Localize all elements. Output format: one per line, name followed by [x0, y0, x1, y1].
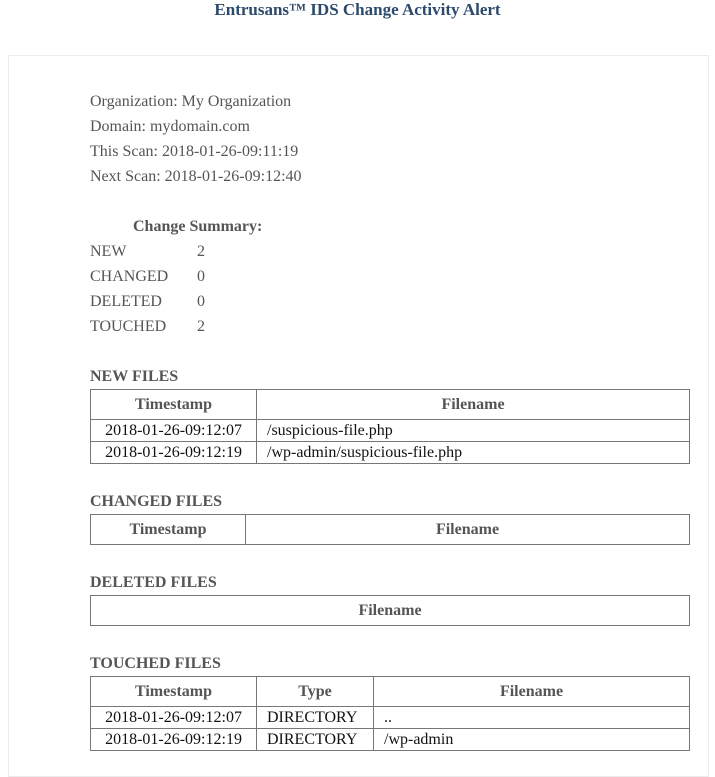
changed-files-heading: CHANGED FILES [90, 493, 223, 510]
column-header-type: Type [257, 677, 374, 707]
filename-cell: .. [374, 707, 690, 729]
filename-cell: /suspicious-file.php [257, 420, 690, 442]
page-title: Entrusans™ IDS Change Activity Alert [214, 0, 501, 19]
summary-label-new: NEW [90, 243, 127, 260]
timestamp-cell: 2018-01-26-09:12:19 [91, 442, 257, 464]
organization-line: Organization: My Organization [90, 93, 292, 110]
deleted-files-table [90, 595, 690, 626]
type-cell: DIRECTORY [257, 707, 374, 729]
next-scan-line: Next Scan: 2018-01-26-09:12:40 [90, 168, 302, 185]
summary-label-touched: TOUCHED [90, 318, 167, 335]
column-header-filename: Filename [374, 677, 690, 707]
type-cell: DIRECTORY [257, 729, 374, 751]
table-header-row [91, 515, 690, 545]
filename-cell: /wp-admin/suspicious-file.php [257, 442, 690, 464]
domain-line: Domain: mydomain.com [90, 118, 250, 135]
table-header-row [91, 677, 690, 707]
summary-value-touched: 2 [197, 318, 205, 335]
this-scan-line: This Scan: 2018-01-26-09:11:19 [90, 143, 299, 160]
column-header-timestamp: Timestamp [91, 515, 246, 545]
table-row [91, 442, 690, 464]
table-row [91, 707, 690, 729]
summary-value-changed: 0 [197, 268, 205, 285]
summary-value-new: 2 [197, 243, 205, 260]
deleted-files-heading: DELETED FILES [90, 574, 217, 591]
table-header-row [91, 596, 690, 626]
summary-label-deleted: DELETED [90, 293, 162, 310]
new-files-table [90, 389, 690, 464]
table-header-row [91, 390, 690, 420]
change-summary-title: Change Summary: [133, 218, 263, 235]
column-header-timestamp: Timestamp [91, 677, 257, 707]
changed-files-table [90, 514, 690, 545]
touched-files-table [90, 676, 690, 751]
column-header-filename: Filename [257, 390, 690, 420]
timestamp-cell: 2018-01-26-09:12:07 [91, 420, 257, 442]
filename-cell: /wp-admin [374, 729, 690, 751]
timestamp-cell: 2018-01-26-09:12:19 [91, 729, 257, 751]
new-files-heading: NEW FILES [90, 368, 179, 385]
column-header-filename: Filename [246, 515, 690, 545]
alert-card [8, 55, 709, 777]
summary-label-changed: CHANGED [90, 268, 169, 285]
column-header-timestamp: Timestamp [91, 390, 257, 420]
column-header-filename: Filename [91, 596, 690, 626]
touched-files-heading: TOUCHED FILES [90, 655, 221, 672]
summary-value-deleted: 0 [197, 293, 205, 310]
table-row [91, 420, 690, 442]
timestamp-cell: 2018-01-26-09:12:07 [91, 707, 257, 729]
table-row [91, 729, 690, 751]
